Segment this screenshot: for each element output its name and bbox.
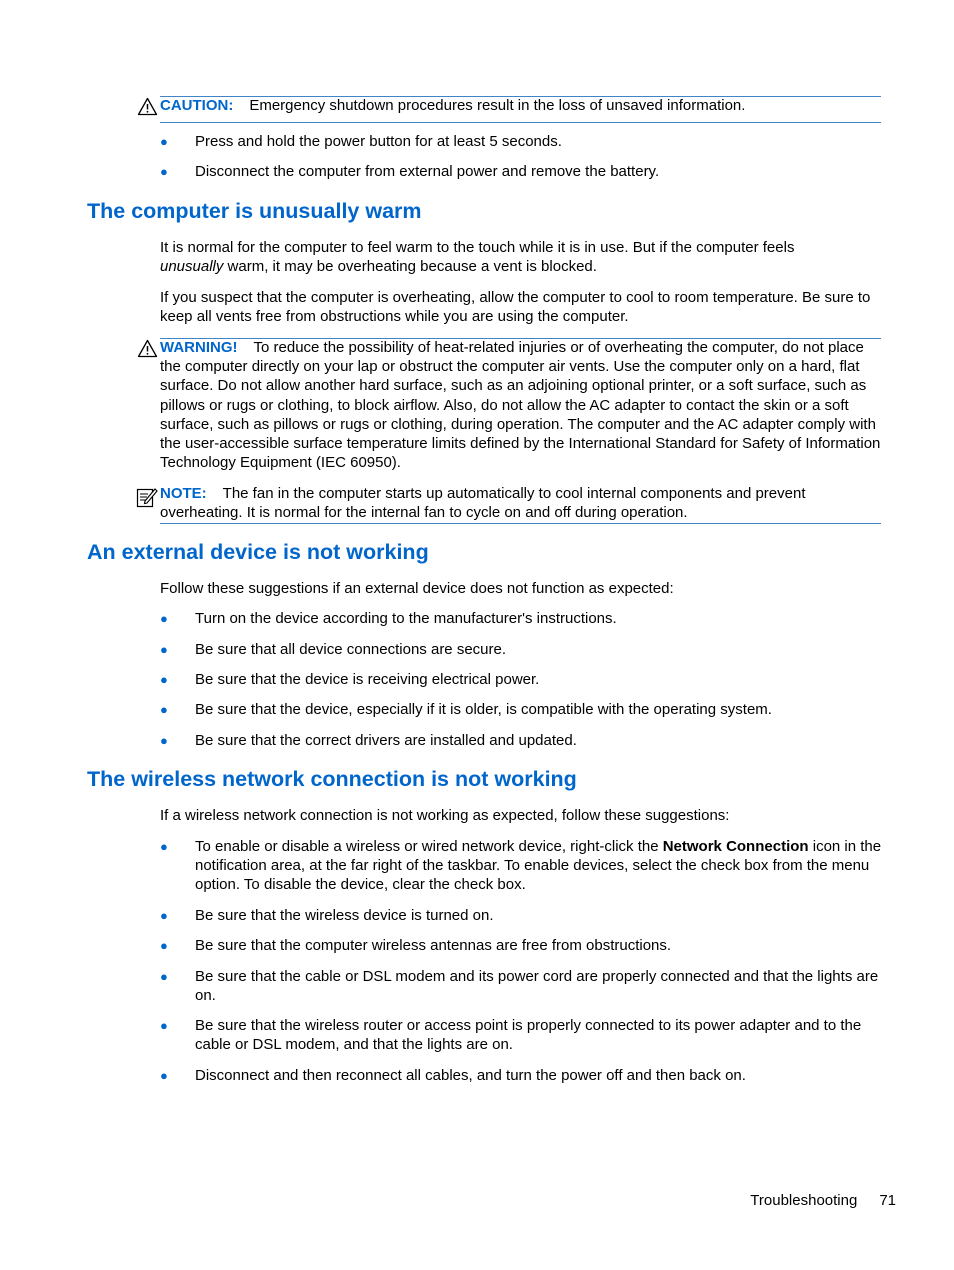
- note-text: [160, 484, 882, 522]
- bullet-dot: ●: [160, 733, 168, 748]
- bullet-dot: ●: [160, 839, 168, 854]
- caution-label: CAUTION:: [160, 97, 234, 114]
- network-connection-term: Network Connection: [662, 838, 809, 855]
- bullet-dot: ●: [160, 611, 168, 626]
- page-footer: [750, 1192, 896, 1209]
- bullet-dot: ●: [160, 1018, 168, 1033]
- caution-triangle-icon: [137, 97, 158, 120]
- bullet-dot: ●: [160, 938, 168, 953]
- warning-text: [160, 338, 882, 472]
- caution-text: [160, 96, 745, 115]
- paragraph-warm-2: If you suspect that the computer is overheating, allow the computer to cool to room temperature. Be sure to keep all vents free from obstructions while you are using the computer.: [160, 289, 871, 326]
- bullet-dot: ●: [160, 969, 168, 984]
- warning-label: WARNING!: [160, 339, 238, 356]
- footer-section-name: Troubleshooting: [750, 1192, 858, 1209]
- bullet-dot: ●: [160, 908, 168, 923]
- paragraph-wireless-intro: If a wireless network connection is not working as expected, follow these suggestions:: [160, 807, 730, 824]
- bullet-dot: ●: [160, 672, 168, 687]
- bullet-dot: ●: [160, 1068, 168, 1083]
- bullet-dot: ●: [160, 134, 168, 149]
- note-bottom-rule: [160, 523, 881, 524]
- bullet-dot: ●: [160, 642, 168, 657]
- note-label: NOTE:: [160, 485, 207, 502]
- note-pad-icon: [136, 486, 158, 512]
- heading-unusually-warm: The computer is unusually warm: [87, 199, 422, 223]
- heading-wireless: The wireless network connection is not working: [87, 767, 577, 791]
- paragraph-external-intro: Follow these suggestions if an external device does not function as expected:: [160, 580, 674, 597]
- bullet-dot: ●: [160, 164, 168, 179]
- note-message: The fan in the computer starts up automatically to cool internal components and prevent overheating. It is normal for the internal fan to cycle on and off during operation.: [160, 485, 806, 522]
- caution-bottom-rule: [160, 122, 881, 123]
- page-number: 71: [879, 1192, 896, 1209]
- warning-message: To reduce the possibility of heat-related injuries or of overheating the computer, do not place the computer directly on your lap or obstruct the computer air vents. Use the computer only on a hard, flat surface. Do not allow another hard surface, such as an adjoining optional printer, or a soft surface, such as pillows or rugs or clothing, to block airflow. Also, do not allow the AC adapter to contact the skin or a soft surface, such as pillows or rugs or clothing, during operation. The computer and the AC adapter comply with the user-accessible surface temperature limits defined by the International Standard for Safety of Information Technology Equipment (IEC 60950).: [160, 339, 881, 472]
- warning-triangle-icon: [137, 339, 158, 362]
- heading-external-device: An external device is not working: [87, 540, 429, 564]
- bullet-dot: ●: [160, 702, 168, 717]
- caution-message: Emergency shutdown procedures result in the loss of unsaved information.: [249, 97, 746, 114]
- paragraph-warm-1: It is normal for the computer to feel warm to the touch while it is in use. But if the computer feels unusually warm, it may be overheating because a vent is blocked.: [160, 239, 795, 276]
